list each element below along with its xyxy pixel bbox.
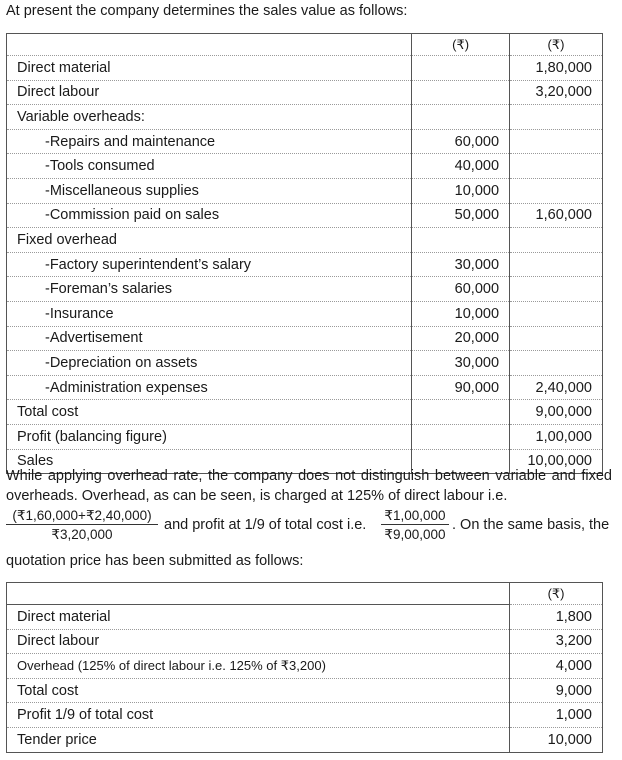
row-label: Direct material	[7, 605, 510, 630]
row-label: Direct labour	[7, 629, 510, 654]
row-total	[510, 252, 603, 277]
row-total	[510, 105, 603, 130]
row-label: -Miscellaneous supplies	[7, 178, 412, 203]
table-row	[7, 703, 603, 728]
row-label: -Administration expenses	[7, 375, 412, 400]
row-total	[510, 301, 603, 326]
row-total: 1,00,000	[510, 424, 603, 449]
row-label: Profit (balancing figure)	[7, 424, 412, 449]
quotation-text: quotation price has been submitted as follows:	[6, 553, 304, 569]
header-label-cell	[7, 34, 412, 56]
row-total: 9,00,000	[510, 400, 603, 425]
table-row	[7, 154, 603, 179]
row-total: 1,80,000	[510, 56, 603, 81]
table-row	[7, 129, 603, 154]
fraction-numerator: (₹1,60,000+₹2,40,000)	[6, 508, 158, 525]
explanation-paragraph: While applying overhead rate, the company does not distinguish between variable and fixed overheads. Overhead, as can be seen, is charged at 125% of direct labour i.e.	[6, 468, 612, 504]
table-row	[7, 228, 603, 253]
fraction-denominator: ₹3,20,000	[51, 527, 113, 542]
fraction-numerator: ₹1,00,000	[381, 508, 449, 525]
sales-value-table	[6, 33, 603, 474]
header-label-cell	[7, 583, 510, 605]
row-total: 10,00,000	[510, 449, 603, 474]
quotation-table	[6, 582, 603, 753]
header-currency-a: (₹)	[412, 34, 510, 56]
row-label: Tender price	[7, 727, 510, 752]
row-total	[510, 351, 603, 376]
table-row	[7, 400, 603, 425]
row-amount	[412, 424, 510, 449]
row-label: -Repairs and maintenance	[7, 129, 412, 154]
table-row	[7, 351, 603, 376]
row-value: 1,000	[510, 703, 603, 728]
row-amount	[412, 228, 510, 253]
fraction-profit-rate	[381, 508, 449, 543]
row-value: 1,800	[510, 605, 603, 630]
row-label: Total cost	[7, 400, 412, 425]
header-currency: (₹)	[510, 583, 603, 605]
table-row	[7, 727, 603, 752]
row-total	[510, 178, 603, 203]
row-label: Overhead (125% of direct labour i.e. 125% of ₹3,200)	[7, 654, 510, 679]
table-row	[7, 178, 603, 203]
table-row	[7, 252, 603, 277]
row-label: -Commission paid on sales	[7, 203, 412, 228]
table-row	[7, 424, 603, 449]
row-amount: 60,000	[412, 277, 510, 302]
table-row	[7, 301, 603, 326]
row-value: 3,200	[510, 629, 603, 654]
row-total	[510, 277, 603, 302]
row-total: 1,60,000	[510, 203, 603, 228]
row-label: -Depreciation on assets	[7, 351, 412, 376]
table-row	[7, 277, 603, 302]
row-total: 3,20,000	[510, 80, 603, 105]
row-label: Sales	[7, 449, 412, 474]
row-total: 2,40,000	[510, 375, 603, 400]
table-row	[7, 678, 603, 703]
table-row	[7, 80, 603, 105]
row-total	[510, 326, 603, 351]
table-row	[7, 56, 603, 81]
row-amount	[412, 400, 510, 425]
row-amount: 40,000	[412, 154, 510, 179]
table-header-row	[7, 34, 603, 56]
row-amount: 50,000	[412, 203, 510, 228]
row-amount	[412, 80, 510, 105]
row-amount: 30,000	[412, 351, 510, 376]
row-value: 9,000	[510, 678, 603, 703]
row-label: -Factory superintendent’s salary	[7, 252, 412, 277]
row-total	[510, 154, 603, 179]
table-header-row	[7, 583, 603, 605]
same-basis-text: . On the same basis, the	[452, 517, 610, 533]
row-label: Fixed overhead	[7, 228, 412, 253]
fraction-overhead-rate	[6, 508, 158, 543]
row-label: Variable overheads:	[7, 105, 412, 130]
row-amount: 30,000	[412, 252, 510, 277]
row-amount	[412, 105, 510, 130]
row-value: 10,000	[510, 727, 603, 752]
row-label: -Foreman’s salaries	[7, 277, 412, 302]
table-row	[7, 654, 603, 679]
row-label: Direct labour	[7, 80, 412, 105]
table-row	[7, 629, 603, 654]
row-label: Direct material	[7, 56, 412, 81]
table-row	[7, 605, 603, 630]
header-currency-b: (₹)	[510, 34, 603, 56]
row-amount: 90,000	[412, 375, 510, 400]
table-row	[7, 326, 603, 351]
row-label: Total cost	[7, 678, 510, 703]
intro-text: At present the company determines the sales value as follows:	[6, 3, 408, 19]
table-row	[7, 203, 603, 228]
row-amount: 10,000	[412, 178, 510, 203]
row-total	[510, 228, 603, 253]
row-value: 4,000	[510, 654, 603, 679]
row-label: -Advertisement	[7, 326, 412, 351]
table-row	[7, 105, 603, 130]
row-label: -Insurance	[7, 301, 412, 326]
row-label: -Tools consumed	[7, 154, 412, 179]
table-row	[7, 375, 603, 400]
row-amount: 60,000	[412, 129, 510, 154]
row-label: Profit 1/9 of total cost	[7, 703, 510, 728]
fraction-denominator: ₹9,00,000	[384, 527, 446, 542]
row-amount	[412, 56, 510, 81]
row-amount: 10,000	[412, 301, 510, 326]
row-amount: 20,000	[412, 326, 510, 351]
profit-text: and profit at 1/9 of total cost i.e.	[164, 517, 367, 533]
row-total	[510, 129, 603, 154]
